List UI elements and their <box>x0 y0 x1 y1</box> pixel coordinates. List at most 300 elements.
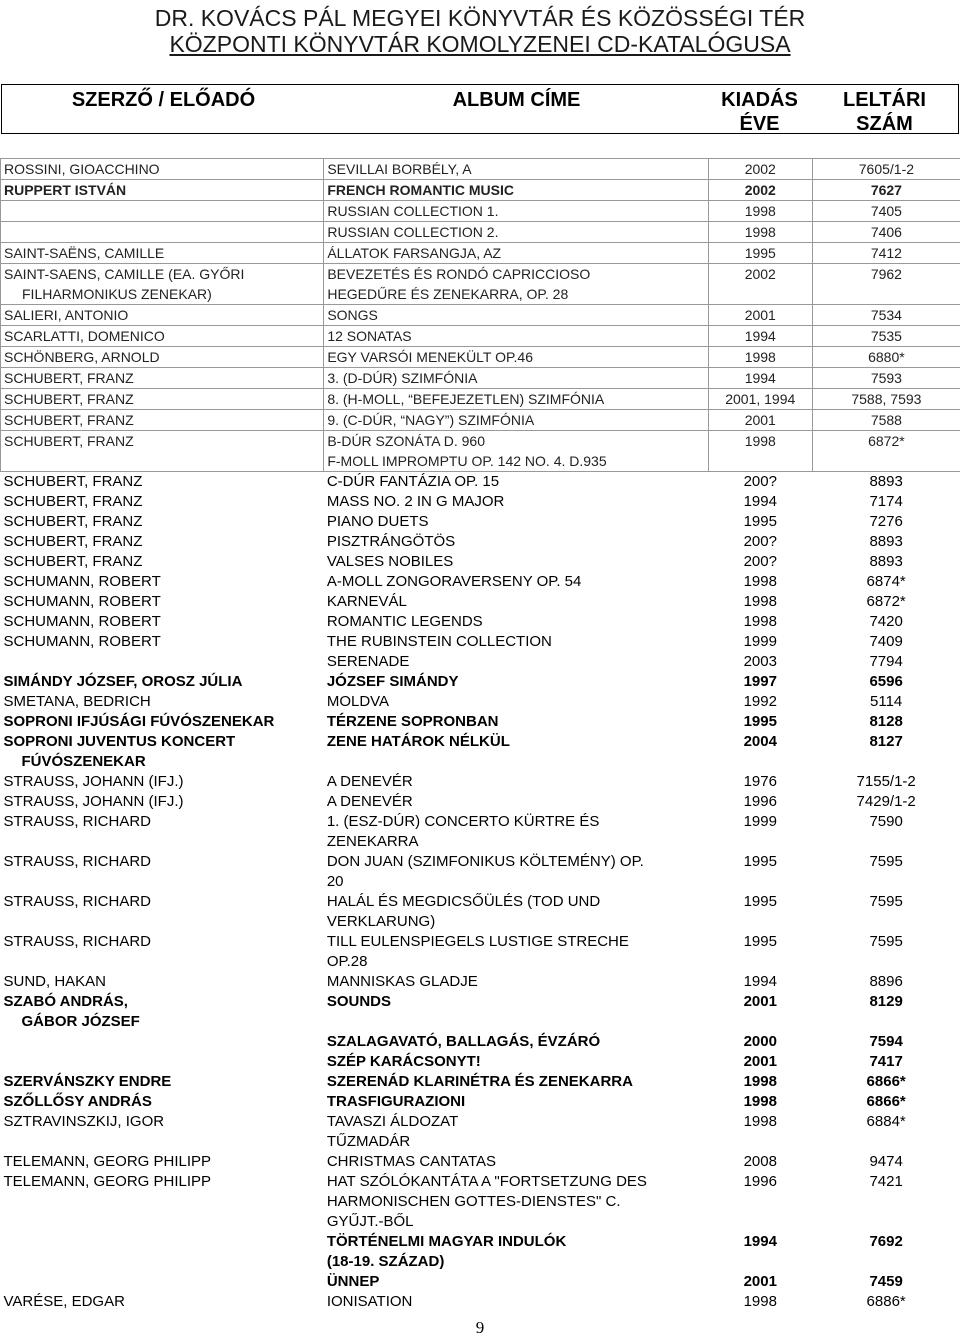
year-cell-line: 1995 <box>744 245 776 261</box>
author-cell-line: SZABÓ ANDRÁS, <box>3 993 128 1010</box>
header-album: ALBUM CÍME <box>452 89 581 111</box>
year-cell <box>708 732 812 772</box>
table-row <box>1 992 960 1032</box>
album-cell <box>324 492 708 512</box>
inventory-cell-line: 8893 <box>869 473 903 490</box>
inventory-cell-line: 7595 <box>869 933 903 950</box>
author-cell-line: SAINT-SAËNS, CAMILLE <box>4 245 165 261</box>
inventory-cell <box>812 572 960 592</box>
album-cell <box>324 222 708 243</box>
inventory-cell-line: 7420 <box>869 613 903 630</box>
author-cell <box>1 972 324 992</box>
author-cell <box>1 1152 324 1172</box>
table-row <box>1 672 960 692</box>
author-cell <box>1 492 324 512</box>
year-cell-line: 200? <box>743 533 777 550</box>
album-cell <box>324 612 708 632</box>
author-cell-line: STRAUSS, RICHARD <box>3 853 152 870</box>
inventory-cell <box>812 892 960 932</box>
author-cell-line: FILHARMONIKUS ZENEKAR) <box>22 286 212 302</box>
author-cell-line: VARÉSE, EDGAR <box>3 1293 125 1310</box>
year-cell <box>708 1112 812 1152</box>
author-cell <box>1 792 324 812</box>
year-cell-line: 1998 <box>744 203 776 219</box>
inventory-cell <box>812 389 960 410</box>
year-cell-line: 1976 <box>743 773 777 790</box>
year-cell-line: 2001 <box>744 412 776 428</box>
inventory-cell <box>812 1172 960 1232</box>
inventory-cell-line: 8129 <box>869 993 903 1010</box>
inventory-cell <box>812 1092 960 1112</box>
album-cell <box>324 772 708 792</box>
album-cell <box>324 1292 708 1312</box>
author-cell <box>1 180 324 201</box>
inventory-cell <box>812 243 960 264</box>
album-cell <box>324 264 708 305</box>
album-cell-line: RUSSIAN COLLECTION 2. <box>327 224 499 240</box>
table-row <box>1 326 960 347</box>
author-cell-line: SCHUMANN, ROBERT <box>3 593 161 610</box>
year-cell-line: 2002 <box>744 182 776 198</box>
author-cell <box>1 368 324 389</box>
author-cell <box>1 632 324 652</box>
inventory-cell <box>812 1072 960 1092</box>
inventory-cell <box>812 326 960 347</box>
author-cell <box>1 243 324 264</box>
inventory-cell <box>812 368 960 389</box>
album-cell-line: 9. (C-DÚR, “NAGY”) SZIMFÓNIA <box>327 412 535 428</box>
inventory-cell-line: 7417 <box>869 1053 903 1070</box>
table-row <box>1 347 960 368</box>
author-cell-line: SCHÖNBERG, ARNOLD <box>4 349 160 365</box>
album-cell <box>324 572 708 592</box>
author-cell <box>1 552 324 572</box>
table-row <box>1 1072 960 1092</box>
author-cell-line: TELEMANN, GEORG PHILIPP <box>3 1153 212 1170</box>
inventory-cell <box>812 305 960 326</box>
author-cell-line: FÚVÓSZENEKAR <box>21 753 146 770</box>
album-cell <box>324 431 708 472</box>
album-cell-line: 20 <box>326 873 344 890</box>
inventory-cell <box>812 712 960 732</box>
table-row <box>1 389 960 410</box>
year-cell-line: 1996 <box>743 793 777 810</box>
album-cell-line: ÁLLATOK FARSANGJA, AZ <box>327 245 502 261</box>
author-cell <box>1 852 324 892</box>
table-row <box>1 180 960 201</box>
album-cell <box>324 1272 708 1292</box>
year-cell-line: 2002 <box>744 161 776 177</box>
album-cell-line: ÜNNEP <box>326 1273 380 1290</box>
table-row <box>1 792 960 812</box>
header-year-line1: KIADÁS <box>721 89 798 111</box>
year-cell <box>708 892 812 932</box>
album-cell-line: GYŰJT.-BŐL <box>326 1213 414 1230</box>
header-year <box>708 88 811 136</box>
year-cell-line: 2002 <box>744 266 776 282</box>
year-cell-line: 1998 <box>743 613 777 630</box>
year-cell <box>708 1272 812 1292</box>
catalog-table <box>0 158 960 1312</box>
table-row <box>1 1052 960 1072</box>
year-cell <box>708 692 812 712</box>
table-row <box>1 532 960 552</box>
table-row <box>1 492 960 512</box>
album-cell-line: HALÁL ÉS MEGDICSŐÜLÉS (TOD UND <box>326 893 601 910</box>
author-cell <box>1 201 324 222</box>
inventory-cell-line: 7534 <box>870 307 902 323</box>
year-cell <box>708 1232 812 1272</box>
album-cell <box>324 652 708 672</box>
author-cell-line: SCHUBERT, FRANZ <box>3 533 143 550</box>
inventory-cell-line: 7429/1-2 <box>856 793 916 810</box>
album-cell-line: ZENE HATÁROK NÉLKÜL <box>326 733 510 750</box>
year-cell <box>708 1032 812 1052</box>
inventory-cell <box>812 180 960 201</box>
year-cell <box>708 492 812 512</box>
album-cell-line: A DENEVÉR <box>326 773 413 790</box>
year-cell <box>708 972 812 992</box>
inventory-cell <box>812 652 960 672</box>
year-cell-line: 1994 <box>744 328 776 344</box>
album-cell-line: TRASFIGURAZIONI <box>326 1093 466 1110</box>
year-cell <box>708 368 812 389</box>
author-cell <box>1 992 324 1032</box>
author-cell-line: SCHUMANN, ROBERT <box>3 613 161 630</box>
year-cell <box>708 326 812 347</box>
table-row <box>1 222 960 243</box>
album-cell <box>324 852 708 892</box>
album-cell <box>324 347 708 368</box>
column-header-row <box>1 84 959 134</box>
table-row <box>1 1232 960 1272</box>
author-cell <box>1 1232 324 1272</box>
author-cell-line: STRAUSS, JOHANN (IFJ.) <box>3 793 184 810</box>
author-cell <box>1 1272 324 1292</box>
inventory-cell <box>812 972 960 992</box>
author-cell-line: SCHUBERT, FRANZ <box>3 493 143 510</box>
author-cell <box>1 1032 324 1052</box>
album-cell-line: CHRISTMAS CANTATAS <box>326 1153 497 1170</box>
author-cell-line: SAINT-SAENS, CAMILLE (EA. GYŐRI <box>4 266 245 282</box>
album-cell <box>324 712 708 732</box>
year-cell-line: 1995 <box>743 713 777 730</box>
inventory-cell <box>812 812 960 852</box>
year-cell <box>708 852 812 892</box>
table-row <box>1 201 960 222</box>
inventory-cell <box>812 552 960 572</box>
year-cell-line: 1995 <box>743 513 777 530</box>
album-cell <box>324 159 708 180</box>
table-row <box>1 1172 960 1232</box>
table-row <box>1 1112 960 1152</box>
album-cell-line: 1. (ESZ-DÚR) CONCERTO KÜRTRE ÉS <box>326 813 600 830</box>
year-cell <box>708 712 812 732</box>
table-row <box>1 812 960 852</box>
year-cell-line: 1998 <box>744 433 776 449</box>
inventory-cell-line: 8128 <box>869 713 903 730</box>
inventory-cell-line: 7595 <box>869 853 903 870</box>
author-cell <box>1 592 324 612</box>
page-number: 9 <box>475 1318 485 1337</box>
inventory-cell-line: 7593 <box>870 370 902 386</box>
author-cell <box>1 772 324 792</box>
album-cell-line: A-MOLL ZONGORAVERSENY OP. 54 <box>326 573 582 590</box>
year-cell <box>708 347 812 368</box>
album-cell <box>324 1052 708 1072</box>
year-cell <box>708 410 812 431</box>
year-cell-line: 2001, 1994 <box>725 391 796 407</box>
album-cell-line: SZÉP KARÁCSONYT! <box>326 1053 481 1070</box>
inventory-cell-line: 7409 <box>869 633 903 650</box>
inventory-cell-line: 5114 <box>870 693 903 710</box>
author-cell <box>1 572 324 592</box>
album-cell <box>324 892 708 932</box>
author-cell-line: STRAUSS, RICHARD <box>3 813 152 830</box>
album-cell <box>324 732 708 772</box>
album-cell-line: TILL EULENSPIEGELS LUSTIGE STRECHE <box>326 933 629 950</box>
album-cell <box>324 1112 708 1152</box>
table-row <box>1 264 960 305</box>
author-cell <box>1 532 324 552</box>
inventory-cell-line: 6596 <box>869 673 903 690</box>
year-cell-line: 2001 <box>744 307 776 323</box>
inventory-cell <box>812 792 960 812</box>
author-cell-line: SUND, HAKAN <box>3 973 107 990</box>
year-cell <box>708 572 812 592</box>
author-cell-line: SCHUBERT, FRANZ <box>3 473 143 490</box>
album-cell-line: PIANO DUETS <box>326 513 429 530</box>
album-cell <box>324 672 708 692</box>
author-cell-line: SOPRONI IFJÚSÁGI FÚVÓSZENEKAR <box>3 713 275 730</box>
inventory-cell <box>812 1032 960 1052</box>
album-cell-line: A DENEVÉR <box>326 793 413 810</box>
author-cell <box>1 326 324 347</box>
year-cell-line: 1998 <box>743 1293 777 1310</box>
album-cell-line: MANNISKAS GLADJE <box>326 973 478 990</box>
table-row <box>1 852 960 892</box>
album-cell <box>324 1072 708 1092</box>
album-cell-line: TÖRTÉNELMI MAGYAR INDULÓK <box>326 1233 567 1250</box>
inventory-cell <box>812 1112 960 1152</box>
year-cell-line: 2003 <box>743 653 777 670</box>
author-cell <box>1 732 324 772</box>
year-cell <box>708 1172 812 1232</box>
author-cell-line: SZŐLLŐSY ANDRÁS <box>3 1093 152 1110</box>
album-cell-line: MASS NO. 2 IN G MAJOR <box>326 493 505 510</box>
table-row <box>1 368 960 389</box>
album-cell-line: 8. (H-MOLL, “BEFEJEZETLEN) SZIMFÓNIA <box>327 391 605 407</box>
author-cell <box>1 892 324 932</box>
year-cell-line: 1998 <box>743 1113 777 1130</box>
inventory-cell <box>812 1232 960 1272</box>
inventory-cell <box>812 612 960 632</box>
year-cell-line: 2001 <box>743 993 777 1010</box>
album-cell-line: VALSES NOBILES <box>326 553 454 570</box>
year-cell-line: 1995 <box>743 933 777 950</box>
inventory-cell <box>812 1292 960 1312</box>
year-cell <box>708 592 812 612</box>
inventory-cell-line: 8127 <box>869 733 903 750</box>
year-cell <box>708 552 812 572</box>
year-cell <box>708 222 812 243</box>
inventory-cell-line: 6880* <box>868 349 905 365</box>
table-row <box>1 1092 960 1112</box>
year-cell <box>708 1092 812 1112</box>
album-cell-line: MOLDVA <box>326 693 390 710</box>
inventory-cell <box>812 532 960 552</box>
album-cell <box>324 243 708 264</box>
inventory-cell <box>812 512 960 532</box>
inventory-cell <box>812 472 960 493</box>
album-cell-line: 12 SONATAS <box>327 328 412 344</box>
album-cell <box>324 552 708 572</box>
album-cell-line: OP.28 <box>326 953 368 970</box>
album-cell <box>324 472 708 493</box>
author-cell-line: SIMÁNDY JÓZSEF, OROSZ JÚLIA <box>3 673 243 690</box>
author-cell <box>1 692 324 712</box>
author-cell-line: SCHUBERT, FRANZ <box>4 370 134 386</box>
year-cell <box>708 431 812 472</box>
author-cell-line: GÁBOR JÓZSEF <box>21 1013 140 1030</box>
year-cell <box>708 812 812 852</box>
year-cell-line: 1994 <box>743 973 777 990</box>
inventory-cell <box>812 431 960 472</box>
table-row <box>1 972 960 992</box>
year-cell-line: 2004 <box>743 733 777 750</box>
year-cell <box>708 532 812 552</box>
year-cell-line: 2008 <box>743 1153 777 1170</box>
year-cell-line: 1998 <box>743 1093 777 1110</box>
album-cell-line: TÉRZENE SOPRONBAN <box>326 713 499 730</box>
album-cell <box>324 201 708 222</box>
author-cell-line: SZTRAVINSZKIJ, IGOR <box>3 1113 165 1130</box>
album-cell-line: TAVASZI ÁLDOZAT <box>326 1113 459 1130</box>
author-cell-line: SCARLATTI, DOMENICO <box>4 328 165 344</box>
year-cell-line: 1998 <box>744 224 776 240</box>
year-cell-line: 1995 <box>743 853 777 870</box>
inventory-cell-line: 6872* <box>868 433 905 449</box>
year-cell-line: 1992 <box>743 693 777 710</box>
year-cell <box>708 612 812 632</box>
album-cell-line: HARMONISCHEN GOTTES-DIENSTES" C. <box>326 1193 621 1210</box>
album-cell-line: JÓZSEF SIMÁNDY <box>326 673 459 690</box>
inventory-cell <box>812 932 960 972</box>
inventory-cell <box>812 772 960 792</box>
inventory-cell-line: 7421 <box>869 1173 903 1190</box>
album-cell-line: SOUNDS <box>326 993 392 1010</box>
author-cell-line: SOPRONI JUVENTUS KONCERT <box>3 733 236 750</box>
album-cell <box>324 992 708 1032</box>
album-cell <box>324 326 708 347</box>
table-row <box>1 712 960 732</box>
table-row <box>1 1152 960 1172</box>
table-row <box>1 1272 960 1292</box>
album-cell <box>324 1092 708 1112</box>
author-cell <box>1 389 324 410</box>
author-cell <box>1 1052 324 1072</box>
album-cell <box>324 180 708 201</box>
inventory-cell-line: 7692 <box>869 1233 903 1250</box>
inventory-cell <box>812 592 960 612</box>
inventory-cell-line: 7594 <box>869 1033 903 1050</box>
author-cell <box>1 264 324 305</box>
album-cell <box>324 972 708 992</box>
album-cell-line: C-DÚR FANTÁZIA OP. 15 <box>326 473 500 490</box>
year-cell-line: 1997 <box>743 673 777 690</box>
year-cell <box>708 159 812 180</box>
album-cell-line: B-DÚR SZONÁTA D. 960 <box>327 433 485 449</box>
inventory-cell-line: 7276 <box>869 513 903 530</box>
inventory-cell <box>812 732 960 772</box>
year-cell-line: 1995 <box>743 893 777 910</box>
album-cell <box>324 368 708 389</box>
inventory-cell <box>812 672 960 692</box>
author-cell <box>1 932 324 972</box>
year-cell-line: 1996 <box>743 1173 777 1190</box>
year-cell <box>708 264 812 305</box>
album-cell-line: FRENCH ROMANTIC MUSIC <box>327 182 514 198</box>
author-cell <box>1 410 324 431</box>
year-cell <box>708 632 812 652</box>
year-cell <box>708 472 812 493</box>
year-cell <box>708 201 812 222</box>
album-cell-line: ROMANTIC LEGENDS <box>326 613 483 630</box>
author-cell <box>1 222 324 243</box>
table-row <box>1 512 960 532</box>
author-cell <box>1 512 324 532</box>
inventory-cell <box>812 222 960 243</box>
year-cell <box>708 932 812 972</box>
author-cell-line: STRAUSS, RICHARD <box>3 893 152 910</box>
table-row <box>1 592 960 612</box>
inventory-cell <box>812 347 960 368</box>
author-cell <box>1 712 324 732</box>
table-row <box>1 472 960 493</box>
author-cell <box>1 612 324 632</box>
author-cell-line: SCHUBERT, FRANZ <box>4 433 134 449</box>
inventory-cell <box>812 632 960 652</box>
album-cell <box>324 812 708 852</box>
author-cell <box>1 1072 324 1092</box>
album-cell-line: 3. (D-DÚR) SZIMFÓNIA <box>327 370 478 386</box>
year-cell <box>708 1052 812 1072</box>
inventory-cell-line: 7155/1-2 <box>856 773 916 790</box>
inventory-cell-line: 6872* <box>866 593 906 610</box>
author-cell-line: STRAUSS, RICHARD <box>3 933 152 950</box>
year-cell-line: 2000 <box>743 1033 777 1050</box>
year-cell-line: 1998 <box>743 573 777 590</box>
author-cell <box>1 159 324 180</box>
inventory-cell-line: 7174 <box>869 493 903 510</box>
album-cell <box>324 1032 708 1052</box>
year-cell-line: 1994 <box>743 493 777 510</box>
year-cell-line: 1994 <box>744 370 776 386</box>
inventory-cell-line: 6874* <box>866 573 906 590</box>
album-cell <box>324 512 708 532</box>
inventory-cell <box>812 692 960 712</box>
inventory-cell <box>812 992 960 1032</box>
table-row <box>1 243 960 264</box>
year-cell <box>708 1072 812 1092</box>
author-cell-line: SCHUBERT, FRANZ <box>4 391 134 407</box>
author-cell-line: SCHUMANN, ROBERT <box>3 573 161 590</box>
inventory-cell-line: 7412 <box>870 245 902 261</box>
inventory-cell-line: 7588 <box>870 412 902 428</box>
inventory-cell <box>812 1272 960 1292</box>
library-title: DR. KOVÁCS PÁL MEGYEI KÖNYVTÁR ÉS KÖZÖSSÉGI TÉR <box>154 5 806 31</box>
album-cell-line: (18-19. SZÁZAD) <box>326 1253 445 1270</box>
